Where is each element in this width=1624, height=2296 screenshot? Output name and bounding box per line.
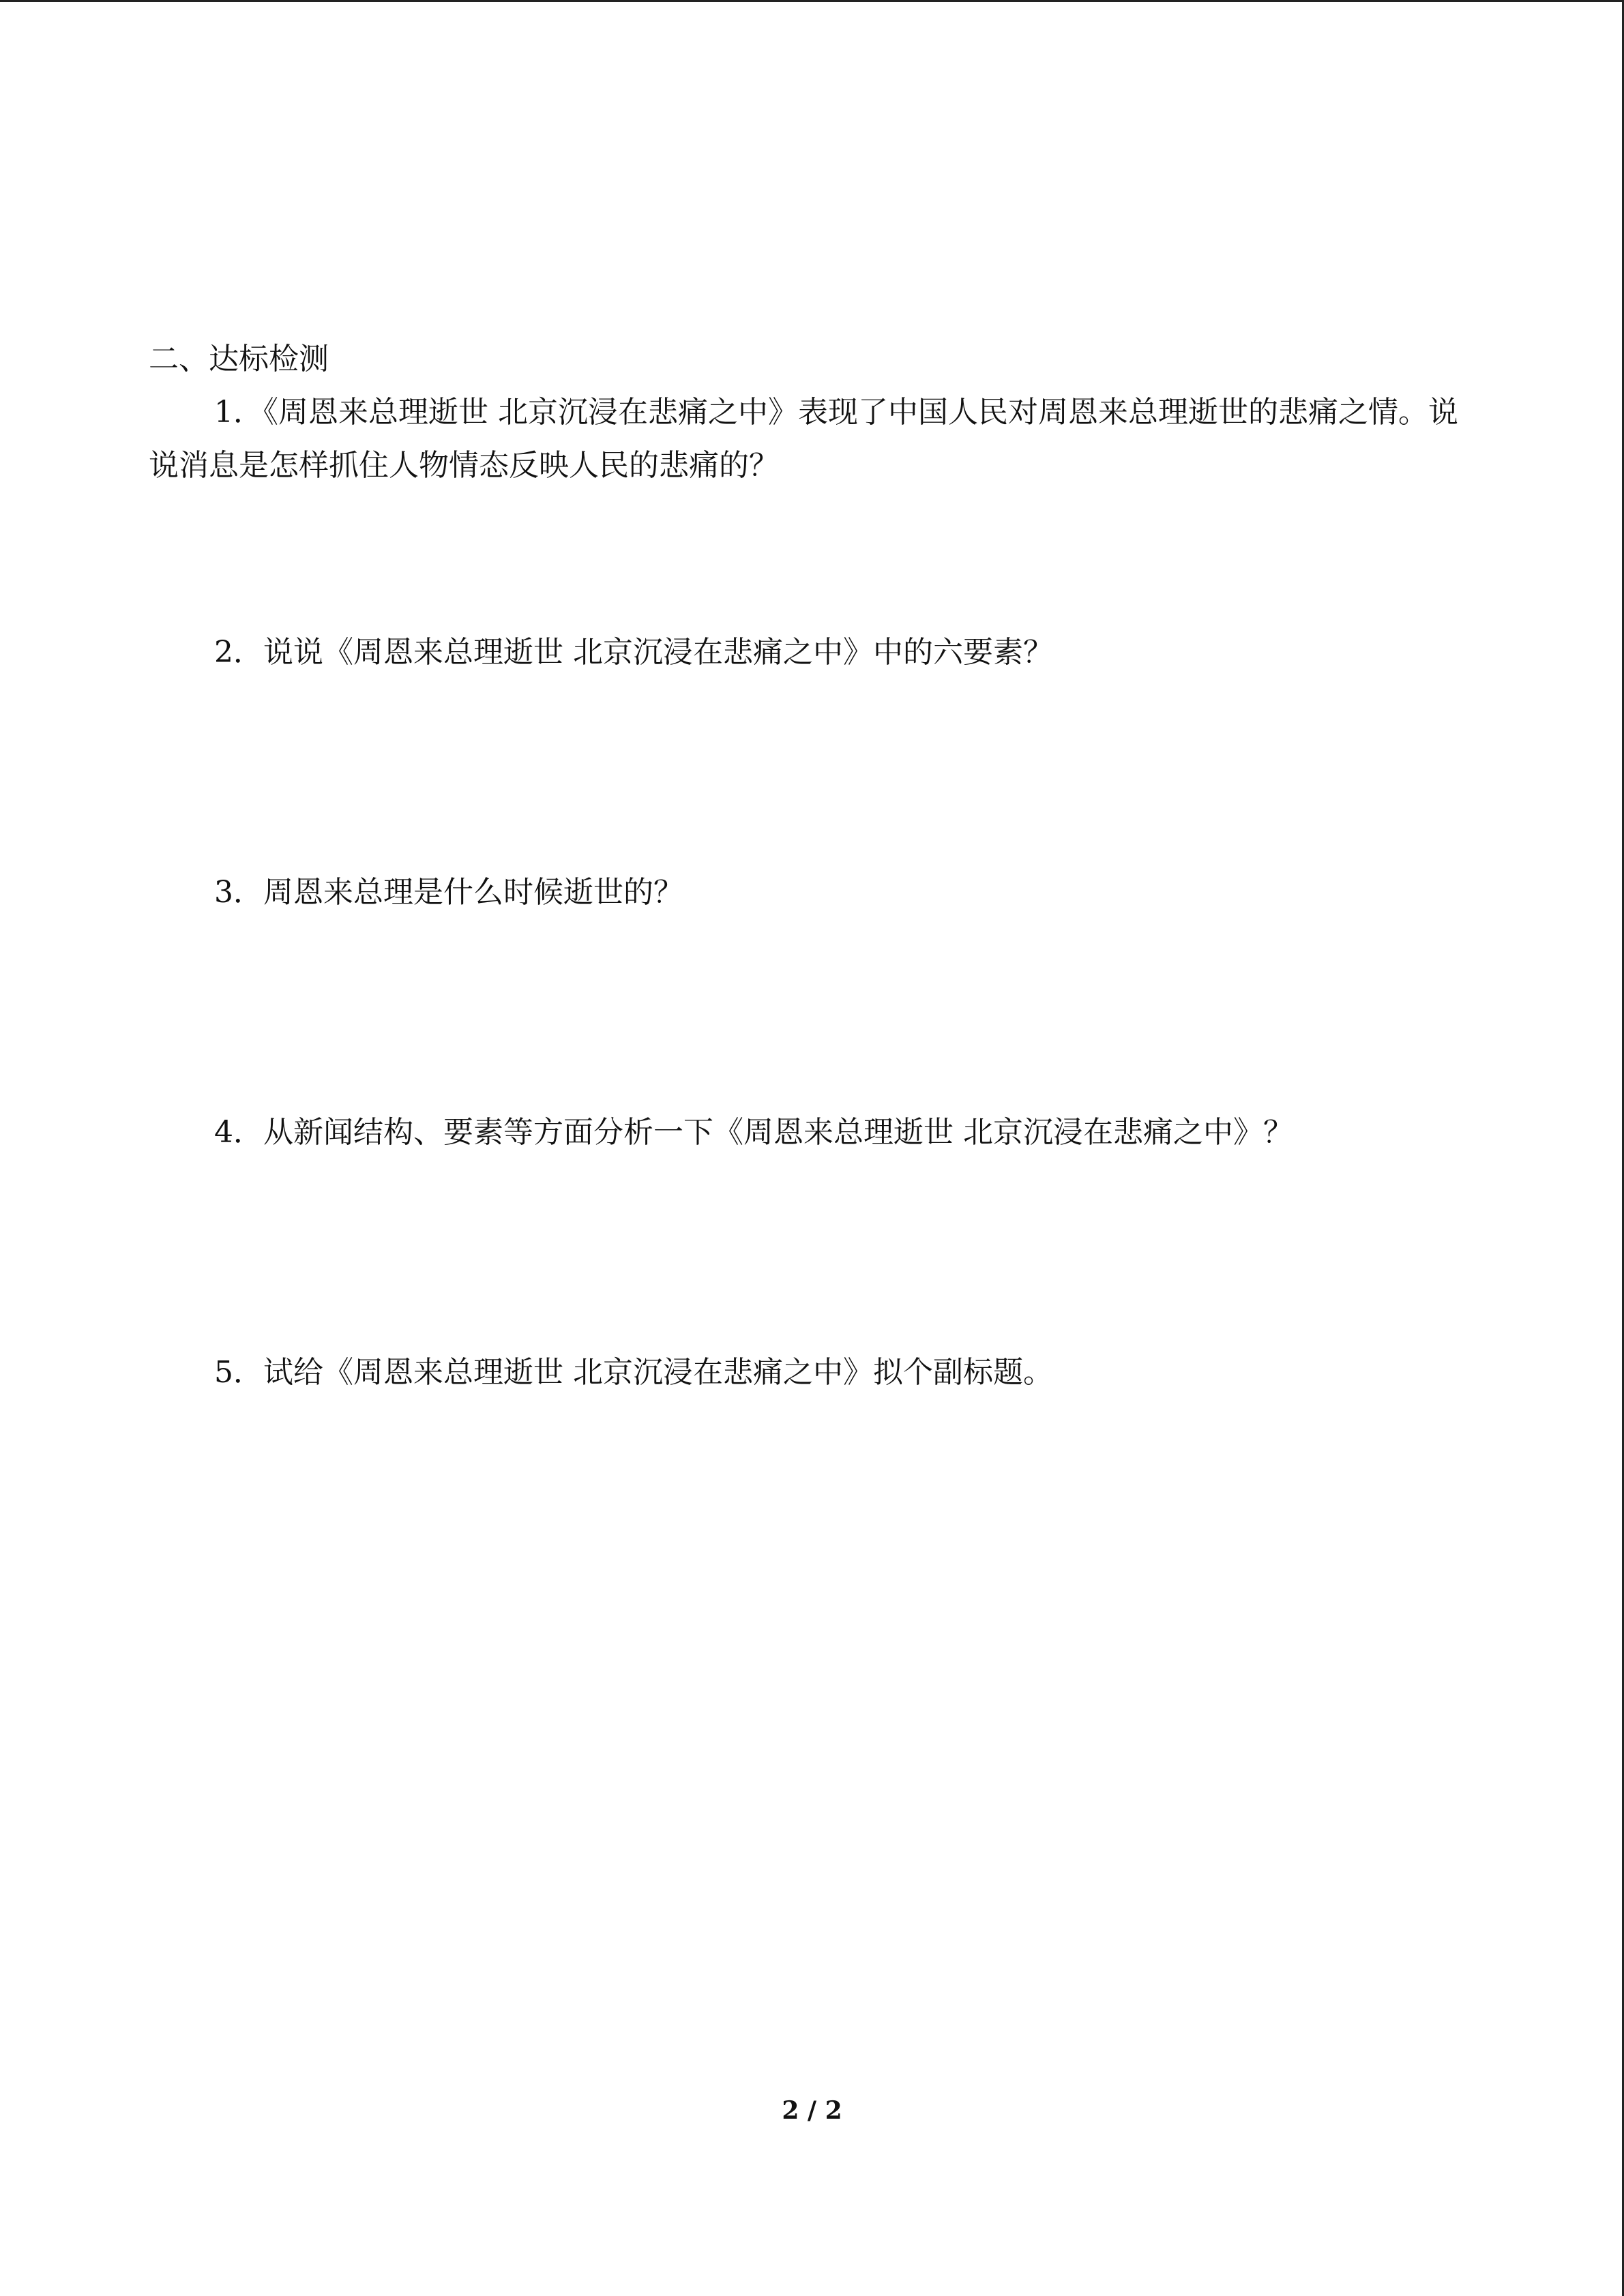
section-heading: 二、达标检测 xyxy=(149,342,329,376)
question-2: 2．说说《周恩来总理逝世 北京沉浸在悲痛之中》中的六要素？ xyxy=(214,635,1053,670)
question-1: 1．《周恩来总理逝世 北京沉浸在悲痛之中》表现了中国人民对周恩来总理逝世的悲痛之情。说说消息是怎样抓住人物情态反映人民的悲痛的？ xyxy=(149,395,1458,483)
question-3: 3．周恩来总理是什么时候逝世的？ xyxy=(214,875,683,910)
page-number: 2 / 2 xyxy=(782,2096,842,2125)
question-4: 4．从新闻结构、要素等方面分析一下《周恩来总理逝世 北京沉浸在悲痛之中》？ xyxy=(214,1115,1293,1150)
question-5: 5．试给《周恩来总理逝世 北京沉浸在悲痛之中》拟个副标题。 xyxy=(214,1355,1053,1390)
document-body xyxy=(149,333,1479,1399)
top-border-line xyxy=(0,0,1624,2)
